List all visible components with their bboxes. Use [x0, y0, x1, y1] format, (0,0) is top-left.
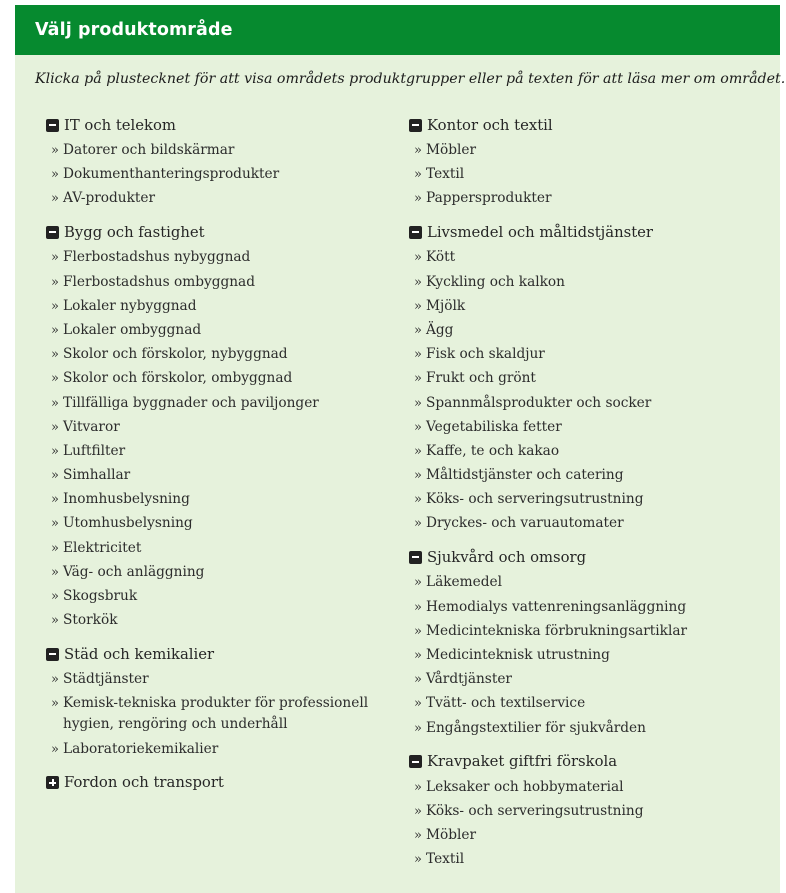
- product-group-label: Måltidstjänster och catering: [426, 467, 624, 484]
- area-title-link[interactable]: Fordon och transport: [64, 774, 224, 792]
- chevron-right-icon: »: [51, 492, 59, 508]
- product-group-link[interactable]: [409, 693, 749, 714]
- product-group-label: Kaffe, te och kakao: [426, 442, 560, 459]
- product-group-label: Väg- och anläggning: [63, 563, 205, 580]
- area-header: [46, 642, 376, 666]
- product-group-link[interactable]: [46, 610, 376, 631]
- product-group-label: Möbler: [426, 142, 477, 158]
- product-group-label: Mjölk: [426, 297, 466, 314]
- product-group-link[interactable]: [409, 801, 749, 822]
- area-header: [409, 545, 749, 569]
- product-group-label: Tillfälliga byggnader och paviljonger: [63, 394, 319, 411]
- area-title-link[interactable]: Kravpaket giftfri förskola: [427, 753, 618, 771]
- product-group-label: Köks- och serveringsutrustning: [426, 802, 644, 819]
- area-fordon-och-transport: [46, 771, 376, 795]
- chevron-right-icon: »: [414, 720, 422, 736]
- product-group-label: Frukt och grönt: [426, 370, 536, 387]
- chevron-right-icon: »: [414, 274, 422, 290]
- product-group-link[interactable]: [409, 320, 749, 341]
- chevron-right-icon: »: [51, 298, 59, 314]
- chevron-right-icon: »: [51, 613, 59, 629]
- area-header: [409, 750, 749, 774]
- chevron-right-icon: »: [51, 143, 59, 158]
- product-group-label: Spannmålsprodukter och socker: [426, 394, 652, 411]
- panel-header: [15, 5, 780, 55]
- product-group-link[interactable]: [409, 417, 749, 438]
- product-group-label: Medicintekniska förbrukningsartiklar: [426, 622, 688, 639]
- product-group-link[interactable]: [409, 669, 749, 690]
- product-group-label: Flerbostadshus ombyggnad: [63, 273, 255, 290]
- chevron-right-icon: »: [51, 191, 59, 207]
- product-group-link[interactable]: [46, 393, 376, 414]
- product-group-link[interactable]: [46, 272, 376, 293]
- area-kontor-och-textil: [409, 113, 749, 209]
- product-group-link[interactable]: [46, 320, 376, 341]
- product-group-link[interactable]: [409, 296, 749, 317]
- collapse-minus-icon[interactable]: [46, 119, 59, 132]
- product-group-label: Storkök: [63, 612, 118, 629]
- product-group-label: Hemodialys vattenreningsanläggning: [426, 598, 687, 615]
- chevron-right-icon: »: [414, 648, 422, 663]
- product-group-label: Lokaler nybyggnad: [63, 297, 197, 314]
- product-group-label: Pappersprodukter: [426, 190, 552, 207]
- product-group-label: Lokaler ombyggnad: [63, 321, 202, 338]
- product-group-label: Textil: [426, 851, 465, 868]
- collapse-minus-icon[interactable]: [409, 551, 422, 564]
- product-group-link[interactable]: [46, 188, 376, 209]
- area-title-link[interactable]: Städ och kemikalier: [64, 645, 215, 663]
- chevron-right-icon: »: [414, 347, 422, 363]
- left-column: [46, 113, 376, 806]
- product-group-label: Utomhusbelysning: [63, 515, 193, 532]
- chevron-right-icon: »: [414, 803, 422, 819]
- chevron-right-icon: »: [51, 371, 59, 387]
- product-group-link[interactable]: [46, 296, 376, 317]
- chevron-right-icon: »: [414, 492, 422, 508]
- chevron-right-icon: »: [414, 623, 422, 639]
- product-group-list: [409, 572, 749, 738]
- product-group-label: Städtjänster: [63, 671, 149, 688]
- product-group-link[interactable]: [409, 393, 749, 414]
- product-area-panel: [15, 5, 786, 893]
- chevron-right-icon: »: [414, 575, 422, 591]
- chevron-right-icon: »: [414, 443, 422, 459]
- product-group-link[interactable]: [409, 621, 749, 642]
- area-livsmedel-och-maltidstjanster: [409, 220, 749, 534]
- product-group-label: Laboratoriekemikalier: [63, 740, 219, 757]
- collapse-minus-icon[interactable]: [409, 119, 422, 132]
- area-header: [46, 771, 376, 795]
- area-title-link[interactable]: Kontor och textil: [427, 116, 553, 134]
- chevron-right-icon: »: [414, 371, 422, 387]
- chevron-right-icon: »: [414, 852, 422, 868]
- product-group-label: Kemisk-tekniska produkter för professionell hygien, rengöring och underhåll: [63, 695, 369, 733]
- chevron-right-icon: »: [414, 779, 422, 795]
- collapse-minus-icon[interactable]: [409, 226, 422, 239]
- right-column: [409, 113, 749, 881]
- product-group-label: Luftfilter: [63, 442, 126, 459]
- product-group-link[interactable]: [46, 441, 376, 462]
- chevron-right-icon: »: [414, 468, 422, 484]
- area-title-link[interactable]: Bygg och fastighet: [64, 223, 205, 241]
- product-group-link[interactable]: [46, 693, 376, 735]
- area-title-link[interactable]: Sjukvård och omsorg: [427, 548, 587, 566]
- chevron-right-icon: »: [414, 599, 422, 615]
- chevron-right-icon: »: [51, 443, 59, 459]
- area-header: [409, 113, 749, 137]
- product-group-link[interactable]: [409, 825, 749, 846]
- area-it-och-telekom: [46, 113, 376, 209]
- product-group-label: Elektricitet: [63, 539, 142, 556]
- product-group-label: Datorer och bildskärmar: [63, 142, 235, 158]
- product-group-link[interactable]: [409, 368, 749, 389]
- chevron-right-icon: »: [414, 298, 422, 314]
- product-group-link[interactable]: [409, 572, 749, 593]
- area-header: [46, 220, 376, 244]
- product-group-link[interactable]: [46, 344, 376, 365]
- area-title-link[interactable]: Livsmedel och måltidstjänster: [427, 223, 653, 241]
- product-group-link[interactable]: [409, 849, 749, 870]
- area-kravpaket-giftfri-forskola: [409, 750, 749, 871]
- chevron-right-icon: »: [51, 250, 59, 266]
- chevron-right-icon: »: [51, 419, 59, 435]
- product-group-link[interactable]: [46, 368, 376, 389]
- intro-text: Klicka på plustecknet för att visa områdets produktgrupper eller på texten för att läsa mer om området.: [35, 71, 786, 87]
- chevron-right-icon: »: [51, 589, 59, 604]
- area-stad-och-kemikalier: [46, 642, 376, 759]
- product-group-label: Kyckling och kalkon: [426, 273, 565, 290]
- product-group-label: Simhallar: [63, 467, 131, 484]
- chevron-right-icon: »: [51, 696, 59, 712]
- chevron-right-icon: »: [414, 322, 422, 338]
- area-sjukvard-och-omsorg: [409, 545, 749, 738]
- expand-plus-icon[interactable]: [46, 776, 59, 789]
- product-group-link[interactable]: [46, 489, 376, 510]
- chevron-right-icon: »: [414, 143, 422, 158]
- product-group-link[interactable]: [409, 513, 749, 534]
- page-title: Välj produktområde: [35, 20, 233, 40]
- product-group-link[interactable]: [46, 586, 376, 607]
- chevron-right-icon: »: [414, 395, 422, 411]
- chevron-right-icon: »: [51, 347, 59, 363]
- chevron-right-icon: »: [414, 250, 422, 266]
- product-group-link[interactable]: [46, 140, 376, 161]
- product-group-link[interactable]: [409, 164, 749, 185]
- product-group-link[interactable]: [409, 344, 749, 365]
- product-group-link[interactable]: [409, 140, 749, 161]
- product-group-link[interactable]: [409, 188, 749, 209]
- product-group-label: Fisk och skaldjur: [426, 346, 545, 363]
- chevron-right-icon: »: [51, 741, 59, 757]
- product-group-link[interactable]: [46, 417, 376, 438]
- product-group-link[interactable]: [46, 562, 376, 583]
- chevron-right-icon: »: [414, 167, 422, 183]
- product-group-label: Skogsbruk: [63, 588, 138, 604]
- area-title-link[interactable]: IT och telekom: [64, 116, 176, 134]
- product-group-label: Textil: [426, 166, 465, 183]
- product-group-label: Möbler: [426, 826, 477, 843]
- product-group-link[interactable]: [46, 513, 376, 534]
- product-group-list: [409, 777, 749, 871]
- product-group-link[interactable]: [409, 465, 749, 486]
- chevron-right-icon: »: [51, 167, 59, 183]
- product-group-link[interactable]: [46, 669, 376, 690]
- chevron-right-icon: »: [51, 672, 59, 688]
- product-group-link[interactable]: [409, 645, 749, 666]
- collapse-minus-icon[interactable]: [46, 648, 59, 661]
- product-group-list: [46, 669, 376, 759]
- chevron-right-icon: »: [51, 322, 59, 338]
- product-group-label: Skolor och förskolor, nybyggnad: [63, 346, 288, 363]
- product-group-label: Engångstextilier för sjukvården: [426, 719, 646, 736]
- product-group-label: Leksaker och hobbymaterial: [426, 778, 624, 795]
- chevron-right-icon: »: [51, 274, 59, 290]
- product-group-list: [409, 247, 749, 534]
- chevron-right-icon: »: [414, 191, 422, 207]
- chevron-right-icon: »: [414, 827, 422, 843]
- product-group-label: Ägg: [426, 321, 454, 338]
- area-header: [409, 220, 749, 244]
- product-group-label: Medicinteknisk utrustning: [426, 647, 610, 663]
- chevron-right-icon: »: [414, 672, 422, 688]
- area-header: [46, 113, 376, 137]
- product-group-label: Dokumenthanteringsprodukter: [63, 166, 280, 183]
- product-group-label: Flerbostadshus nybyggnad: [63, 249, 251, 266]
- chevron-right-icon: »: [414, 696, 422, 712]
- product-group-label: AV-produkter: [63, 190, 156, 207]
- product-group-list: [46, 140, 376, 209]
- product-group-link[interactable]: [409, 718, 749, 739]
- product-group-label: Tvätt- och textilservice: [426, 695, 586, 712]
- chevron-right-icon: »: [51, 395, 59, 411]
- product-group-label: Vårdtjänster: [426, 671, 512, 688]
- collapse-minus-icon[interactable]: [46, 226, 59, 239]
- area-bygg-och-fastighet: [46, 220, 376, 631]
- product-group-link[interactable]: [409, 247, 749, 268]
- product-group-link[interactable]: [409, 272, 749, 293]
- product-group-link[interactable]: [46, 538, 376, 559]
- chevron-right-icon: »: [51, 564, 59, 580]
- product-group-label: Dryckes- och varuautomater: [426, 515, 624, 532]
- chevron-right-icon: »: [51, 516, 59, 532]
- product-group-label: Vegetabiliska fetter: [426, 418, 562, 435]
- product-group-link[interactable]: [46, 164, 376, 185]
- product-group-label: Vitvaror: [63, 418, 120, 435]
- product-group-link[interactable]: [46, 247, 376, 268]
- product-group-label: Köks- och serveringsutrustning: [426, 491, 644, 508]
- product-group-link[interactable]: [46, 465, 376, 486]
- chevron-right-icon: »: [51, 468, 59, 484]
- product-group-label: Läkemedel: [426, 574, 502, 591]
- product-group-link[interactable]: [409, 489, 749, 510]
- product-group-label: Inomhusbelysning: [63, 491, 190, 508]
- product-group-list: [409, 140, 749, 209]
- product-group-link[interactable]: [409, 777, 749, 798]
- collapse-minus-icon[interactable]: [409, 755, 422, 768]
- product-group-link[interactable]: [409, 597, 749, 618]
- product-group-link[interactable]: [46, 739, 376, 760]
- chevron-right-icon: »: [414, 516, 422, 532]
- product-group-label: Skolor och förskolor, ombyggnad: [63, 370, 293, 387]
- product-group-link[interactable]: [409, 441, 749, 462]
- chevron-right-icon: »: [51, 540, 59, 556]
- product-group-list: [46, 247, 376, 631]
- product-group-label: Kött: [426, 249, 456, 266]
- chevron-right-icon: »: [414, 419, 422, 435]
